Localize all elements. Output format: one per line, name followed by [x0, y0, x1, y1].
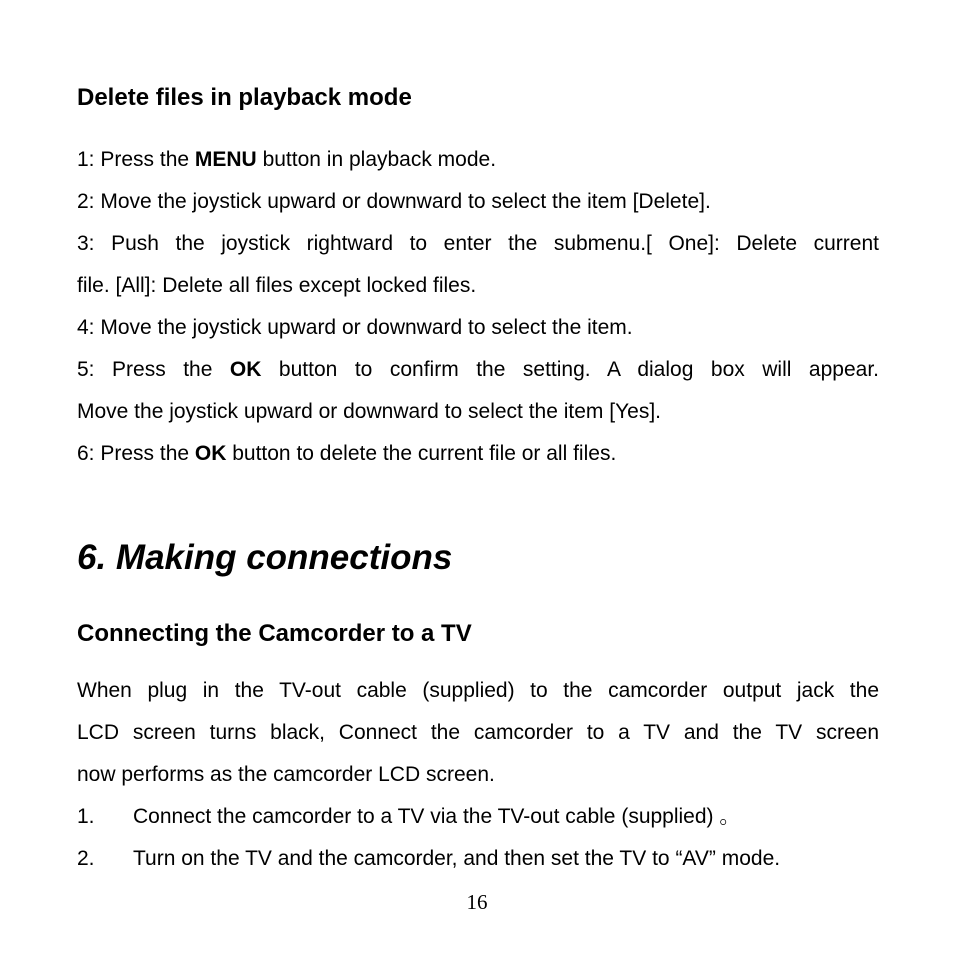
page-number: 16	[466, 890, 488, 914]
list-item-2-number: 2.	[77, 847, 95, 870]
step-5-text-b: button to confirm the setting. A dialog box will appear.	[261, 358, 879, 381]
step-2: 2: Move the joystick upward or downward to select the item [Delete].	[77, 190, 711, 213]
step-1-text-b: button in playback mode.	[256, 148, 497, 171]
step-6-text-b: button to delete the current file or all files.	[226, 442, 617, 465]
ok-button-label: OK	[229, 358, 262, 381]
list-item-1-text: Connect the camcorder to a TV via the TV-out cable (supplied) 。	[133, 805, 741, 828]
list-item-1-number: 1.	[77, 805, 95, 828]
chapter-title: 6. Making connections	[77, 538, 453, 577]
step-3-line-1: 3: Push the joystick rightward to enter the submenu.[ One]: Delete current	[77, 232, 879, 255]
paragraph-line-2: LCD screen turns black, Connect the camcorder to a TV and the TV screen	[77, 721, 879, 744]
step-5-line-1	[77, 357, 879, 383]
step-1-text-a: 1: Press the	[77, 148, 195, 171]
ok-button-label: OK	[194, 442, 227, 465]
step-5-text-a: 5: Press the	[77, 358, 230, 381]
step-3-line-2: file. [All]: Delete all files except locked files.	[77, 274, 477, 297]
step-5-line-2: Move the joystick upward or downward to select the item [Yes].	[77, 400, 662, 423]
step-6-text-a: 6: Press the	[77, 442, 195, 465]
section-heading-connecting-tv: Connecting the Camcorder to a TV	[77, 620, 472, 647]
section-heading-delete-files: Delete files in playback mode	[77, 84, 412, 111]
step-4: 4: Move the joystick upward or downward to select the item.	[77, 316, 633, 339]
menu-button-label: MENU	[194, 148, 257, 171]
paragraph-line-3: now performs as the camcorder LCD screen.	[77, 763, 495, 786]
step-1	[77, 147, 879, 173]
paragraph-line-1: When plug in the TV-out cable (supplied) to the camcorder output jack the	[77, 679, 879, 702]
list-item-2-text: Turn on the TV and the camcorder, and then set the TV to “AV” mode.	[133, 847, 781, 870]
step-6	[77, 441, 879, 467]
